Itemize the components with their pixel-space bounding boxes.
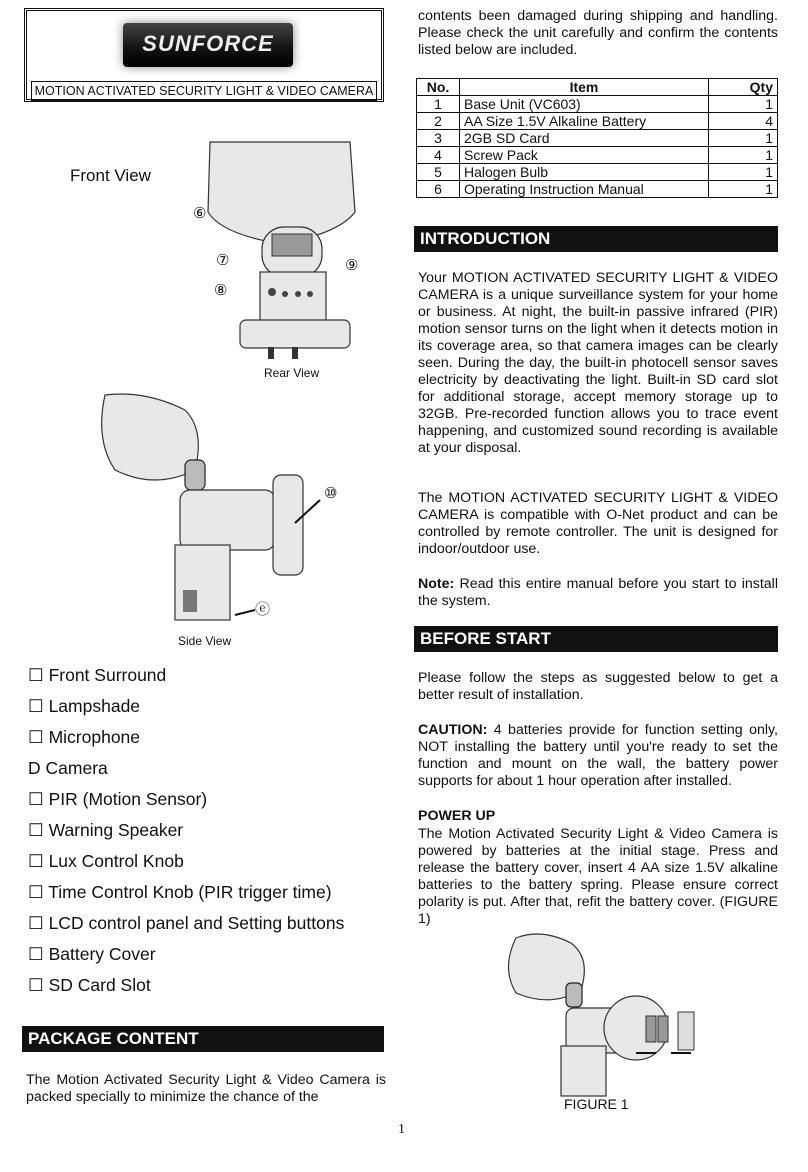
figure-1-image [496, 928, 716, 1098]
package-text: The Motion Activated Security Light & Video Camera is packed specially to minimize the chance of the [26, 1072, 386, 1105]
brand-name: SUNFORCE [142, 31, 274, 56]
bullet: ☐ [28, 727, 44, 747]
part-label: Camera [45, 758, 108, 778]
intro-paragraph-1: Your MOTION ACTIVATED SECURITY LIGHT & VIDEO CAMERA is a unique surveillance system for your home or business. At night, the built-in passive infrared (PIR) motion sensor turns on the light when it detects motion in its coverage area, so that camera images can be clearly seen. During the day, the built-in photocell sensor saves electricity by deactivating the light. Built-in SD card slot for additional storage, accept memory storage up to 32GB. Pre-recorded function allows you to trace event happening, and customized sound recording is available at your disposal. [418, 270, 778, 456]
parts-list [28, 664, 388, 1005]
part-label: SD Card Slot [48, 975, 151, 995]
cell-item: Screw Pack [460, 147, 709, 164]
list-item [28, 850, 388, 881]
part-label: Front Surround [48, 665, 167, 685]
cell-qty: 4 [709, 113, 778, 130]
caution [418, 722, 778, 790]
callout-10: ⑩ [324, 485, 338, 502]
list-item [28, 757, 388, 788]
cell-no: 3 [417, 130, 460, 147]
intro-paragraph-2: The MOTION ACTIVATED SECURITY LIGHT & VIDEO CAMERA is compatible with O-Net product and can be controlled by remote controller. The unit is designed for indoor/outdoor use. [418, 490, 778, 557]
bullet: ☐ [28, 696, 44, 716]
part-label: Time Control Knob (PIR trigger time) [48, 882, 332, 902]
note-text: Read this entire manual before you start to install the system. [418, 576, 778, 609]
table-row [417, 147, 778, 164]
table-header-row [417, 79, 778, 96]
part-label: PIR (Motion Sensor) [48, 789, 208, 809]
cell-item: Halogen Bulb [460, 164, 709, 181]
part-label: Lux Control Knob [48, 851, 184, 871]
col-header: No. [417, 79, 460, 96]
header-box [24, 8, 384, 102]
caution-text: 4 batteries provide for function setting only, NOT installing the battery until you're ready to set the function and mount on the wall, the battery power supports for about 1 hour operation after installed. [418, 722, 778, 789]
page-number: 1 [398, 1122, 405, 1137]
package-table [416, 78, 778, 198]
cell-qty: 1 [709, 130, 778, 147]
cell-no: 6 [417, 181, 460, 198]
power-up-text: The Motion Activated Security Light & Video Camera is powered by batteries at the initial stage. Press and release the battery cover, insert 4 AA size 1.5V alkaline batteries to the battery spring. Please ensure correct polarity is put. After that, refit the battery cover. (FIGURE 1) [418, 826, 778, 927]
list-item [28, 819, 388, 850]
front-view-label: Front View [70, 166, 151, 185]
callout-8: ⑧ [214, 282, 228, 299]
bullet: ☐ [28, 882, 44, 902]
table-row [417, 113, 778, 130]
cell-qty: 1 [709, 147, 778, 164]
table-row [417, 96, 778, 113]
list-item [28, 788, 388, 819]
bullet: ☐ [28, 789, 44, 809]
rear-view-figure [190, 132, 380, 362]
caution-label: CAUTION: [418, 722, 488, 738]
table-row [417, 181, 778, 198]
cell-no: 4 [417, 147, 460, 164]
part-label: Lampshade [48, 696, 141, 716]
part-label: Warning Speaker [48, 820, 184, 840]
intro-heading: INTRODUCTION [414, 226, 778, 252]
part-label: Microphone [48, 727, 141, 747]
callout-7: ⑦ [216, 252, 230, 269]
list-item [28, 726, 388, 757]
continued-text: contents been damaged during shipping and handling. Please check the unit carefully and confirm the contents listed below are included. [418, 8, 778, 58]
side-view-figure [95, 390, 325, 630]
rear-view-label: Rear View [264, 366, 320, 380]
cell-qty: 1 [709, 164, 778, 181]
cell-no: 2 [417, 113, 460, 130]
bullet: ☐ [28, 913, 44, 933]
bullet: ☐ [28, 944, 44, 964]
bullet: ☐ [28, 851, 44, 871]
table-row [417, 130, 778, 147]
power-up-heading: POWER UP [418, 808, 496, 824]
cell-item: Base Unit (VC603) [460, 96, 709, 113]
side-view-label: Side View [178, 634, 232, 648]
callout-6: ⑥ [193, 205, 207, 222]
list-item [28, 912, 388, 943]
list-item [28, 664, 388, 695]
bullet: ☐ [28, 975, 44, 995]
brand-logo [123, 23, 293, 67]
cell-qty: 1 [709, 96, 778, 113]
cell-item: AA Size 1.5V Alkaline Battery [460, 113, 709, 130]
list-item [28, 974, 388, 1005]
cell-no: 5 [417, 164, 460, 181]
table-row [417, 164, 778, 181]
note-label: Note: [418, 576, 455, 592]
bullet: ☐ [28, 820, 44, 840]
before-start-heading: BEFORE START [414, 626, 778, 652]
part-label: Battery Cover [48, 944, 156, 964]
col-header: Qty [709, 79, 778, 96]
list-item [28, 695, 388, 726]
cell-qty: 1 [709, 181, 778, 198]
bullet: ☐ [28, 665, 44, 685]
part-label: LCD control panel and Setting buttons [48, 913, 345, 933]
cell-item: Operating Instruction Manual [460, 181, 709, 198]
note [418, 576, 778, 610]
figure-1-caption: FIGURE 1 [564, 1096, 629, 1112]
cell-no: 1 [417, 96, 460, 113]
col-header: Item [460, 79, 709, 96]
before-start-text: Please follow the steps as suggested below to get a better result of installation. [418, 670, 778, 703]
product-title: MOTION ACTIVATED SECURITY LIGHT & VIDEO CAMERA [31, 81, 377, 101]
list-item [28, 943, 388, 974]
callout-9: ⑨ [345, 257, 359, 274]
bullet: D [28, 758, 41, 778]
package-heading: PACKAGE CONTENT [22, 1026, 384, 1052]
list-item [28, 881, 388, 912]
callout-11: ⓔ [255, 601, 271, 618]
cell-item: 2GB SD Card [460, 130, 709, 147]
